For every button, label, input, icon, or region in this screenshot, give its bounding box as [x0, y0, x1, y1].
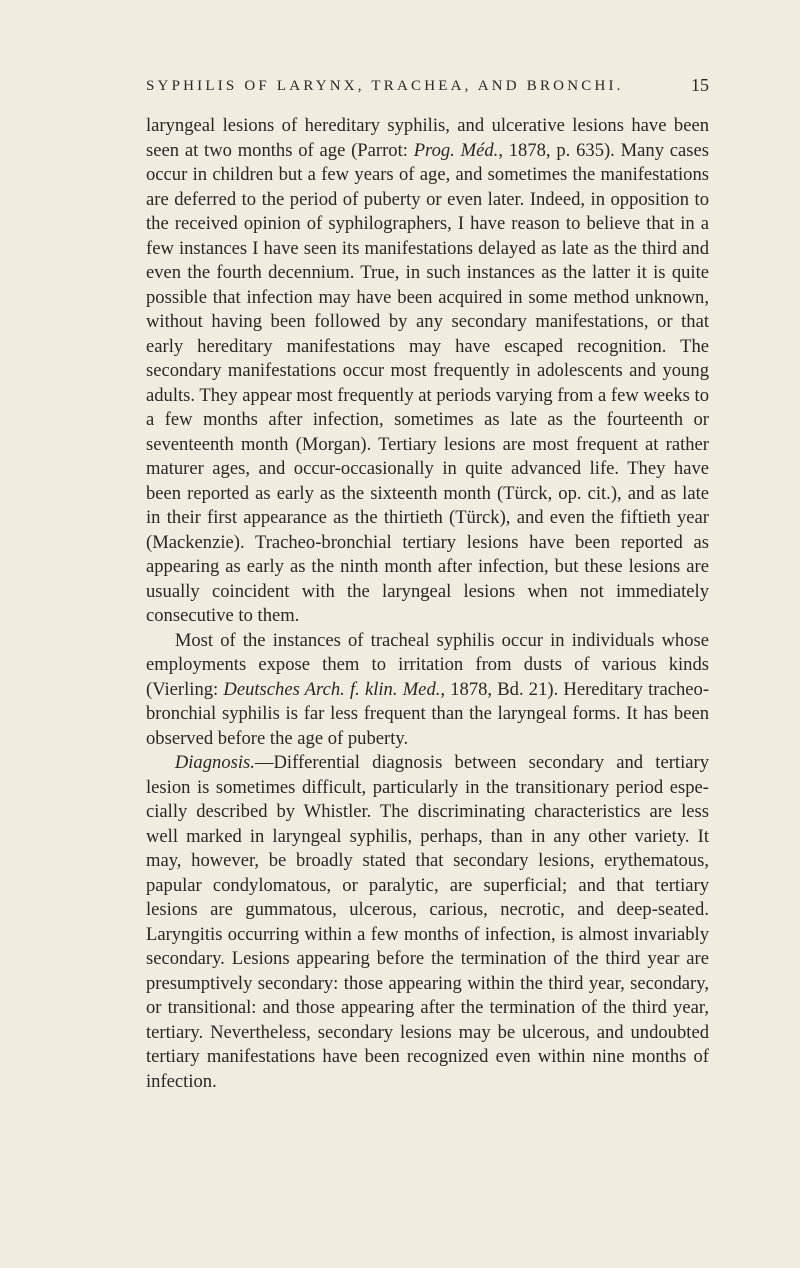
citation-title: Deutsches Arch. f. klin. Med.	[223, 678, 441, 700]
body-text	[146, 114, 709, 1094]
running-title: SYPHILIS OF LARYNX, TRACHEA, AND BRONCHI.	[146, 78, 624, 94]
citation-title: Prog. Méd.	[413, 139, 499, 161]
section-heading: Diagnosis.	[174, 752, 255, 773]
text-run: , 1878, p. 635). Many cases occur in children but a few years of age, and sometimes the manifestations are deferred to the period of puberty or even later. Indeed, in opposition to the received opinion of syphilographers, I have reason to believe that in a few instances I have seen its manifestations delayed as late as the third and even the fourth decennium. True, in such instances as the latter it is quite possible that infection may have been acquired in some method unknown, without having been followed by any secondary manifestations, or that early hereditary manifestations may have escaped recognition. The secondary manifestations occur most frequently in adolescents and young adults. They appear most frequently at periods varying from a few weeks to a few months after infection, sometimes as late as the fourteenth or seventeenth month (Morgan). Tertiary lesions are most frequent at rather maturer ages, and occur-occasionally in quite advanced life. They have been reported as early as the sixteenth month (Türck, op. cit.), and as late in their first appearance as the thirtieth (Türck), and even the fiftieth year (Mackenzie). Tracheo-bronchial tertiary lesions have been reported as appearing as early as the ninth month after infection, but these lesions are usually coincident with the laryngeal lesions when not immediately consecutive to them.	[146, 139, 710, 626]
paragraph-2	[146, 629, 709, 752]
text-run: Most of the instances of tracheal syphilis occur in individuals whose employments expose them to irritation from dusts of various kinds (Vierling:	[146, 629, 709, 700]
paragraph-1	[146, 114, 709, 629]
running-header	[146, 75, 709, 102]
text-run: , 1878, Bd. 21). Hereditary tracheo-bronchial syphilis is far less frequent than the laryngeal forms. It has been observed before the age of puberty.	[146, 678, 710, 749]
text-run: laryngeal lesions of hereditary syphilis, and ulcerative lesions have been seen at two months of age (Parrot:	[146, 115, 709, 161]
text-run: —Differential diagnosis between secondary and tertiary lesion is sometimes difficult, particularly in the transitionary period especially described by Whistler. The discriminating characteristics are less well marked in laryngeal syphilis, perhaps, than in any other variety. It may, however, be broadly stated that secondary lesions, erythematous, papular condylomatous, or paralytic, are superficial; and that tertiary lesions are gummatous, ulcerous, carious, necrotic, and deep-seated. Laryngitis occurring within a few months of infection, is almost invariably secondary. Lesions appearing before the termination of the third year are presumptively secondary: those appearing within the third year, secondary, or transitional: and those appearing after the termination of the third year, tertiary. Nevertheless, secondary lesions may be ulcerous, and undoubted tertiary manifestations have been recognized even within nine months of infection.	[146, 752, 709, 1092]
paragraph-3	[146, 751, 709, 1094]
page-number: 15	[691, 75, 709, 95]
